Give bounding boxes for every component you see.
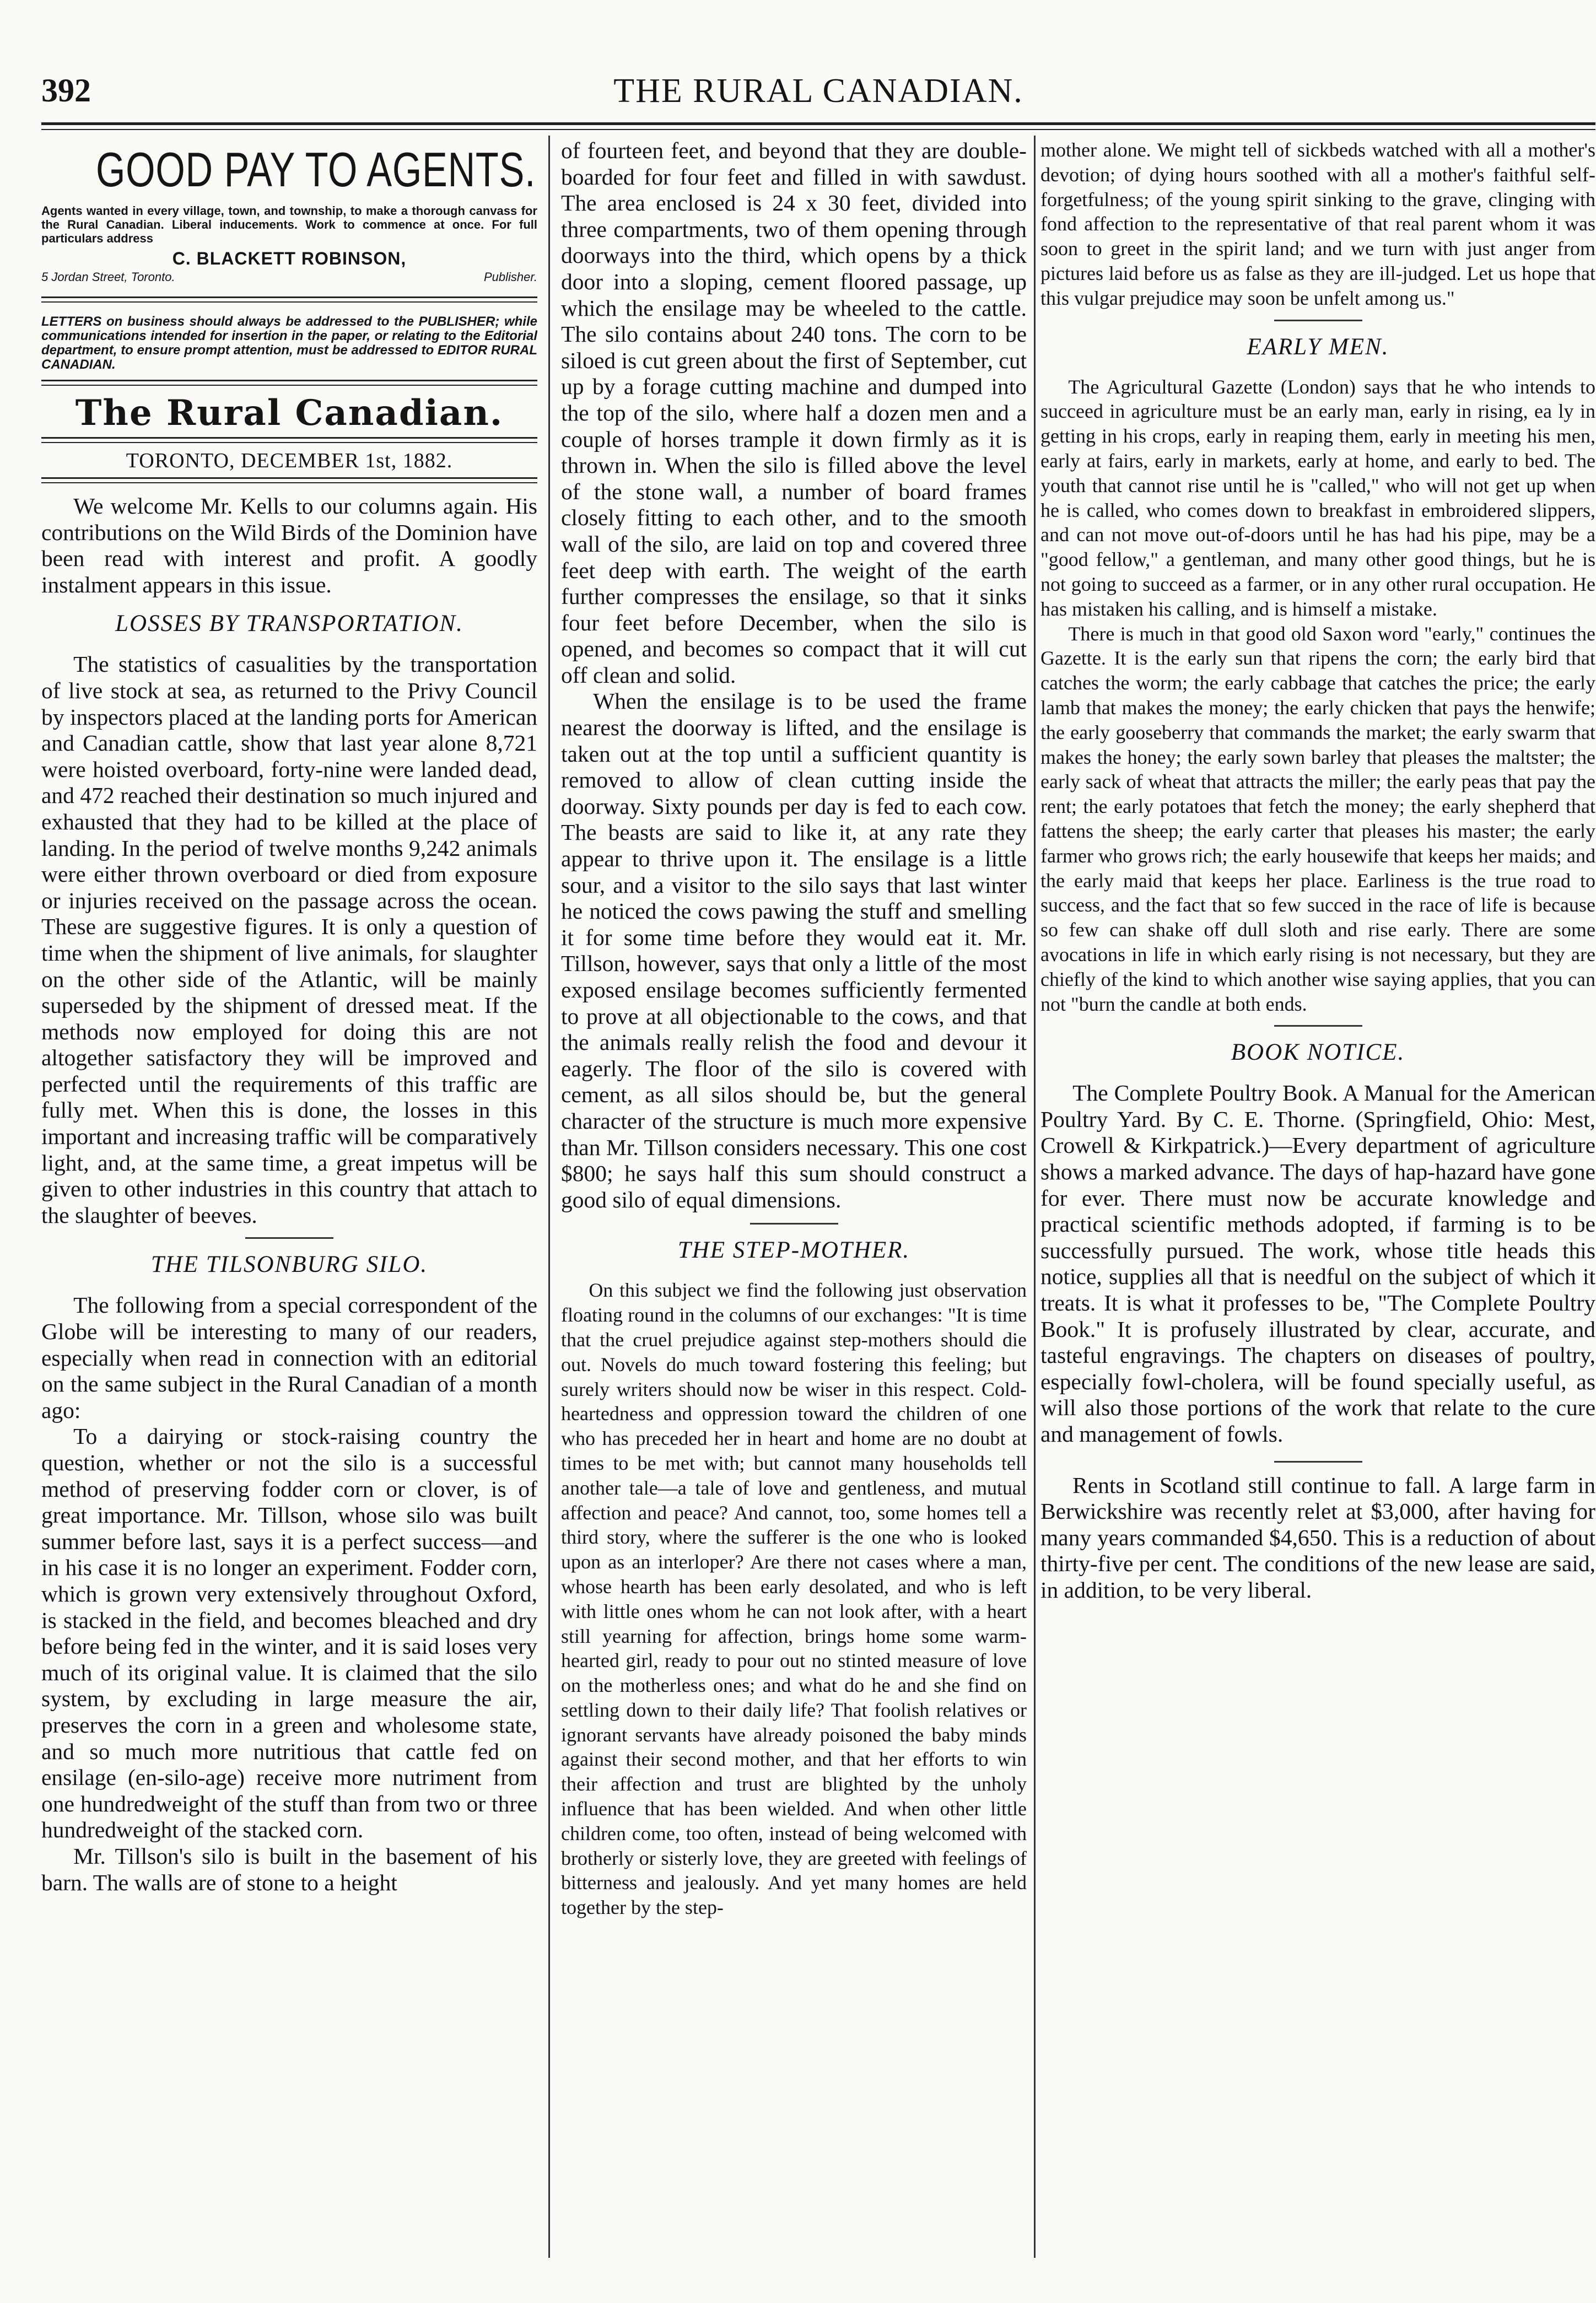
rule <box>41 380 537 386</box>
silo-heading: THE TILSONBURG SILO. <box>150 1252 428 1278</box>
losses-heading: LOSSES BY TRANSPORTATION. <box>115 611 463 637</box>
ad-text: Agents wanted in every village, town, and township, to make a thorough canvass for the Rural Canadian. Liberal inducements. Work to commence at once. For full particulars address <box>41 204 537 245</box>
dateline: TORONTO, DECEMBER 1st, 1882. <box>126 449 453 472</box>
early-men-paragraph-2: There is much in that good old Saxon word "early," continues the Gazette. It is the early sun that ripens the corn; the early bird that catches the worm; the early cabbage that catches the price; the early lamb that makes the money; the early chicken that pays the henwife; the early gooseberry that commands the market; the early swarm that makes the honey; the early sown barley that pleases the maltster; the early sack of wheat that attracts the miller; the early peas that pay the rent; the early potatoes that fetch the money; the early shepherd that fattens the sheep; the early carter that pleases his master; the early farmer who grows rich; the early housewife that keeps her maids; and the early maid that keeps her place. Earliness is the true road to success, and the fact that so few succed in the race of life is because so few can shake off dull sloth and rise early. There are some avocations in life in which early rising is not necessary, but they are chiefly of the kind to which another wise saying applies, that you can not "burn the candle at both ends. <box>1040 622 1595 1015</box>
silo-paragraph-2: To a dairying or stock-raising country the question, whether or not the silo is a successful method of preserving fodder corn or clover, is of great importance. Mr. Tillson, whose silo was built summer before last, says it is a perfect success—and in his case it is no longer an experiment. Fodder corn, which is grown very extensively throughout Oxford, is stacked in the field, and becomes bleached and dry before being fed in the winter, and it is said loses very much of its original value. It is claimed that the silo system, by excluding in large measure the air, preserves the corn in a green and wholesome state, and so much more nutritious that cattle fed on ensilage (en-silo-age) receive more nutriment from one hundredweight of the stuff than from two or three hundredweight of the stacked corn. <box>41 1423 537 1843</box>
ad-title: GOOD PAY TO AGENTS. <box>96 142 536 197</box>
stepmother-heading: THE STEP-MOTHER. <box>677 1237 910 1264</box>
rule <box>41 296 537 303</box>
page-number: 392 <box>41 72 91 109</box>
section-rule <box>245 1237 333 1239</box>
silo-paragraph-3: Mr. Tillson's silo is built in the basement of his barn. The walls are of stone to a height <box>41 1843 537 1895</box>
column-divider-2 <box>1034 136 1036 2258</box>
stepmother-continued: mother alone. We might tell of sickbeds watched with all a mother's devotion; of dying hours soothed with all a mother's faithful self-forgetfulness; of the young spirit sinking to the grave, clinging with fond affection to the representative of that real parent whom it was soon to greet in the spirit land; and we turn with just anger from pictures laid before us as false as they are ill-judged. Let us hope that this vulgar prejudice may soon be unfelt among us." <box>1040 139 1595 309</box>
early-men-heading: EARLY MEN. <box>1247 333 1389 360</box>
agents-advertisement <box>41 142 537 284</box>
page-header <box>41 72 1595 110</box>
column-1 <box>41 138 537 1896</box>
section-rule <box>1274 320 1362 321</box>
silo-continued-2: When the ensilage is to be used the frame nearest the doorway is lifted, and the ensilage is taken out at the top until a sufficient quantity is removed to allow of clean cutting inside the doorway. Sixty pounds per day is fed to each cow. The beasts are said to like it, at any rate they appear to thrive upon it. The ensilage is a little sour, and a visitor to the silo says that last winter he noticed the cows pawing the stuff and smelling it for some time before they would eat it. Mr. Tillson, however, says that only a little of the most exposed ensilage becomes sufficiently fermented to prove at all objectionable to the cows, and that the animals really relish the food and devour it eagerly. The floor of the silo is covered with cement, as all silos should be, but the general character of the structure is much more expensive than Mr. Tillson considers necessary. This one cost $800; he says half this sum should construct a good silo of equal dimensions. <box>561 688 1027 1212</box>
column-3 <box>1040 138 1595 1604</box>
column-divider-1 <box>548 136 550 2258</box>
letters-note: LETTERS on business should always be addressed to the PUBLISHER; while communications intended for insertion in the paper, or relating to the Editorial department, to ensure prompt attention, must be addressed to EDITOR RURAL CANADIAN. <box>41 314 537 372</box>
ad-address-line <box>41 270 537 284</box>
section-rule <box>1274 1025 1362 1027</box>
rule <box>41 477 537 483</box>
silo-continued-1: of fourteen feet, and beyond that they are double-boarded for four feet and filled in with sawdust. The area enclosed is 24 x 30 feet, divided into three compartments, two of them opening through doorways into the third, which opens by a thick door into a sloping, cement floored passage, up which the ensilage may be wheeled to the cattle. The silo contains about 240 tons. The corn to be siloed is cut green about the first of September, cut up by a forage cutting machine and dumped into the top of the silo, where half a dozen men and a couple of horses trample it down firmly as it is thrown in. When the silo is filled above the level of the stone wall, a number of board frames closely fitting to each other, and to the smooth wall of the silo, are laid on top and covered three feet deep with earth. The weight of the earth further compresses the ensilage, so that it sinks four feet before December, when the silo is opened, and becomes so compact that it will cut off clean and solid. <box>561 138 1027 688</box>
ad-address: 5 Jordan Street, Toronto. <box>41 270 175 284</box>
header-rule <box>41 122 1595 125</box>
ad-publisher-name: C. BLACKETT ROBINSON, <box>172 249 407 268</box>
masthead: The Rural Canadian. <box>75 392 504 434</box>
stepmother-paragraph: On this subject we find the following just observation floating round in the columns of our exchanges: "It is time that the cruel prejudice against step-mothers should die out. Novels do much toward fostering this feeling; but surely writers should now be wiser in this respect. Cold-heartedness and oppression toward the children of one who has preceded her in heart and home are no doubt at times to be met with; but cannot many households tell another tale—a tale of love and gentleness, and mutual affection and peace? And cannot, too, some homes tell a third story, where the sufferer is the one who is looked upon as an interloper? Are there not cases where a man, whose hearth has been early desolated, and who is left with little ones whom he can not look after, with a heart still yearning for affection, brings home some warm-hearted girl, ready to pour out no stinted measure of love on the motherless ones; and what do he and she find on settling down to their daily life? That foolish relatives or ignorant servants have already poisoned the baby minds against their second mother, and that her efforts to win their affection and trust are blighted by the unholy influence that has been wielded. And when other little children come, too often, instead of being welcomed with brotherly or sisterly love, they are greeted with feelings of bitterness and jealously. And yet many homes are held together by the step- <box>561 1279 1027 1919</box>
section-rule <box>1274 1461 1362 1463</box>
column-2 <box>561 138 1027 1920</box>
section-rule <box>750 1223 838 1225</box>
welcome-paragraph: We welcome Mr. Kells to our columns again. His contributions on the Wild Birds of the Dominion have been read with interest and profit. A goodly instalment appears in this issue. <box>41 493 537 597</box>
header-rule-thin <box>41 129 1595 130</box>
rents-paragraph: Rents in Scotland still continue to fall. A large farm in Berwickshire was recently relet at $3,000, after having for many years commanded $4,650. This is a reduction of about thirty-five per cent. The conditions of the new lease are said, in addition, to be very liberal. <box>1040 1472 1595 1603</box>
rule <box>41 437 537 443</box>
silo-paragraph-1: The following from a special correspondent of the Globe will be interesting to many of our readers, especially when read in connection with an editorial on the same subject in the Rural Canadian of a month ago: <box>41 1292 537 1423</box>
book-notice-heading: BOOK NOTICE. <box>1231 1039 1405 1066</box>
early-men-paragraph-1: The Agricultural Gazette (London) says that he who intends to succeed in agriculture must be an early man, early in rising, ea ly in getting in his crops, early in reaping them, early in meeting his men, early at fairs, early in markets, early at home, and early to bed. The youth that cannot rise until he is "called," who will not get up when he is called, who comes down to breakfast in embroidered slippers, and can not move out-of-doors until he has had his pipe, may be a "good fellow," a gentleman, and many other good things, but he is not going to succeed as a farmer, or in any other rural occupation. He has mistaken his calling, and is himself a mistake. <box>1040 375 1595 620</box>
page-title: THE RURAL CANADIAN. <box>613 72 1023 110</box>
losses-paragraph: The statistics of casualities by the transportation of live stock at sea, as returned to the Privy Council by inspectors placed at the landing ports for American and Canadian cattle, show that last year alone 8,721 were hoisted overboard, forty-nine were landed dead, and 472 reached their destination so much injured and exhausted that they had to be killed at the place of landing. In the period of twelve months 9,242 animals were either thrown overboard or died from exposure or injuries received on the passage across the ocean. These are suggestive figures. It is only a question of time when the shipment of live animals, for slaughter on the other side of the Atlantic, will be mainly superseded by the shipment of dressed meat. If the methods now employed for doing this are not altogether satisfactory they will be improved and perfected until the requirements of this traffic are fully met. When this is done, the losses in this important and increasing traffic will be comparatively light, and, at the same time, a great impetus will be given to other industries in this country that attach to the slaughter of beeves. <box>41 651 537 1228</box>
ad-role: Publisher. <box>483 270 537 284</box>
book-notice-paragraph: The Complete Poultry Book. A Manual for the American Poultry Yard. By C. E. Thorne. (Springfield, Ohio: Mest, Crowell & Kirkpatrick.)—Every department of agriculture shows a marked advance. The days of hap-hazard have gone for ever. There must now be accurate knowledge and practical scientific methods adopted, if farming is to be successfully pursued. The work, whose title heads this notice, supplies all that is needful on the subject of which it treats. It is what it professes to be, "The Complete Poultry Book." It is profusely illustrated by clear, accurate, and tasteful engravings. The chapters on diseases of poultry, especially fowl-cholera, will be found specially useful, as will also those portions of the work that relate to the cure and management of fowls. <box>1040 1080 1595 1447</box>
